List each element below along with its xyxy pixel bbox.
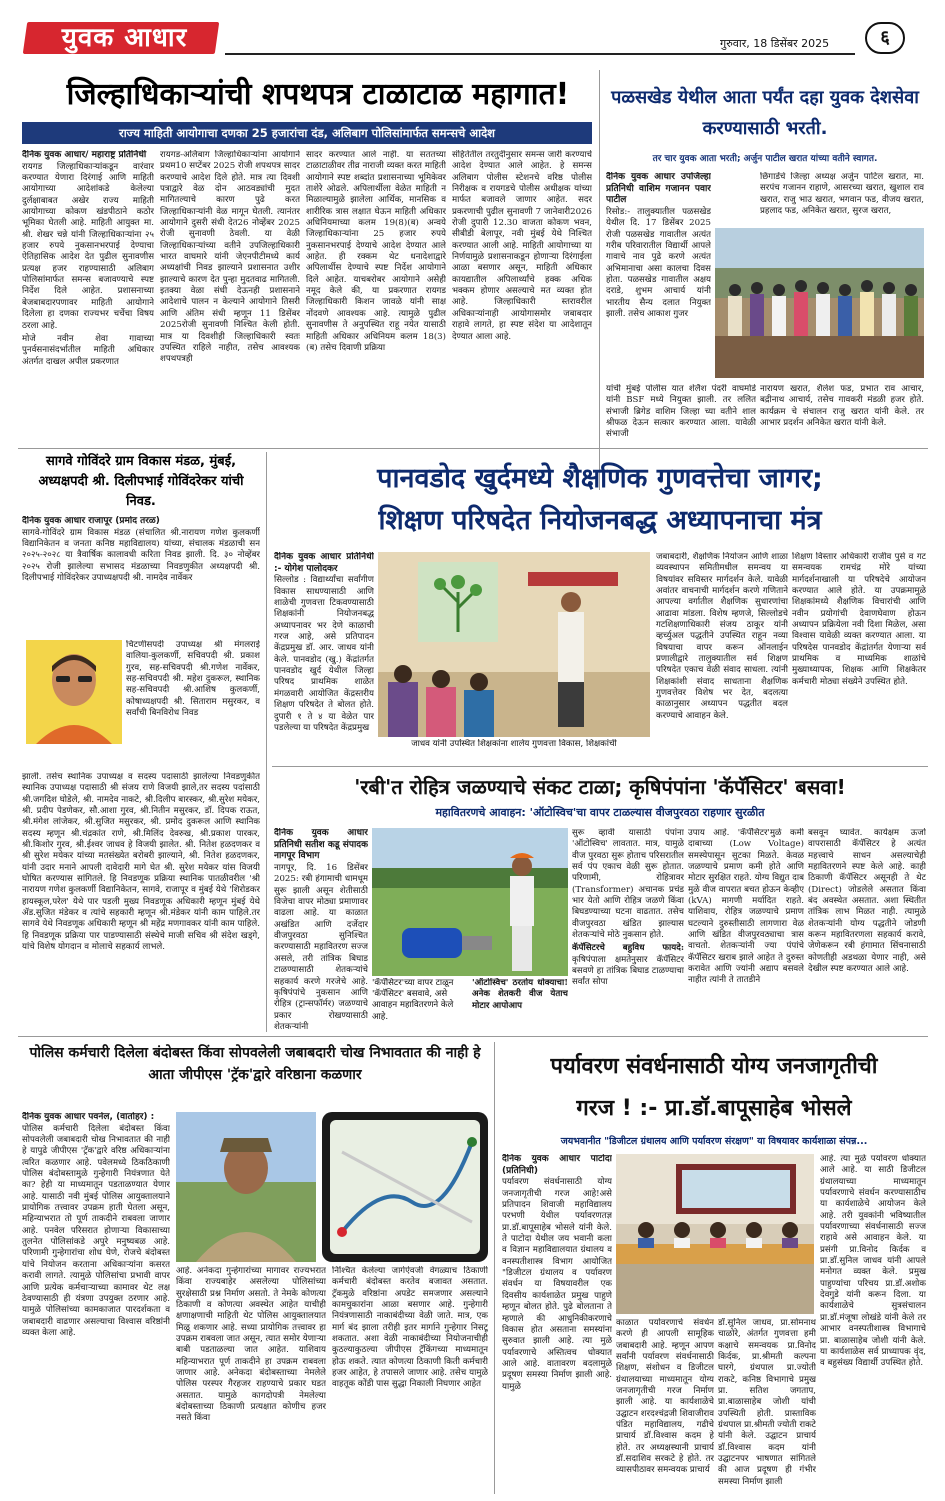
a2-body-1: रिसोड:- तालुक्यातील पळसखेड येथील दि. 17 डिसेंबर 2025 रोजी पळसखेड गावातील अत्यंत गरीब परिवारातील विद्यार्थी आपले गावाचे नाव पुढे करणे अत्यंत अभिमानाचा असा कालचा दिवस होता. पळसखेड गावातील अक्षय दराडे, शुभम आचार्य यांनी भारतीय सैन्य दलात नियुक्त झाली. तसेच आकाश गुजर xyxy=(606,207,711,320)
a7-body-1: पर्यावरण संवर्धनासाठी योग्य जनजागृतीची गरज आहे!असे प्रतिपादन शिवाजी महाविद्यालय परभणी येथील पर्यावरणतज्ञ प्रा.डॉ.बापूसाहेब भोसले यांनी केले. ते पाटोदा येथील जय भवानी कला व विज्ञान महाविद्यालयात ग्रंथालय व वनस्पतीशास्त्र विभाग आयोजित "डिजीटल ग्रंथालय व पर्यावरण संवर्धन या विषयावरील एक दिवसीय कार्यशाळेत प्रमुख पाहुणे म्हणून बोलत होते. पुढे बोलताना ते म्हणाले की आधुनिकीकरणाचे विकास होत असताना समस्यांना सुरुवात झाली आहे. त्या मुळे पर्यावरणाचे अस्तित्वच धोक्यात आले आहे. वातावरण बदलामुळे प्रदूषण समस्या निर्माण झाली आहे. यामुळे xyxy=(502,1177,612,1392)
a7-body-3: डॉ.सुनिल जाधव, प्रा.सोमनाथ चाळोरे, अंतर्गत गुणवत्ता हमी कक्षाचे समन्वयक प्रा.विनोद किर्दक, प्रा.श्रीमती कल्पना घारगे, ग्रंथपाल प्रा.ज्योती राकटे, कनिष्ठ विभागाचे प्रमुख प्रा. सतिश जगताप, प्रा.बाळासाहेब जोशी यांची उपस्थिती होती. प्रास्ताविक ग्रंथपाल प्रा.श्रीमती ज्योती राकटे यांनी केले. उद्घाटन प्राचार्य डॉ.विश्वास कदम यांनी उद्घाटनपर भाषणात सांगितले की आज प्रदूषण ही गंभीर समस्या निर्माण झाली xyxy=(718,1318,816,1487)
a5-caption-1: 'कॅपॅसिटर'च्या वापर टाळून 'कॅपॅसिटर' बसवावे, असे आवाहन महावितरणने केले आहे. xyxy=(372,978,454,1022)
a2-col1 xyxy=(606,172,711,382)
a3-portrait xyxy=(26,640,122,744)
a6-body-3: निश्चित केलेल्या जागेऐवजी वेगळ्याच ठिकाणी कर्मचारी बंदोबस्त करतेव बजावत असतात. ट्रॅकमुळे वरिष्ठांना अपडेट समजणार असल्याने कामचुकारांना आळा बसणार आहे. गुन्हेगारी नियंत्रणासाठी नाकाबंदीच्या वेळी जाते. मात्र, एक मार्ग बंद झाला तरीही इतर मार्गाने गुन्हेगार निसटू शकतात. अशा वेळी नाकाबंदीच्या नियोजनाचीही कुठल्याकुठल्या जीपीएस ट्रॅकिंगच्या माध्यमातून होऊ शकते. त्यात कोणत्या ठिकाणी किती कर्मचारी हजर आहेत, हे तपासले जाणार आहे. तसेच यामुळे वाहतूक कोंडी पास सुद्धा निकाली निघणार आहेत xyxy=(332,1266,488,1390)
a5-photo-svg xyxy=(372,828,568,976)
a7-col3 xyxy=(718,1318,816,1492)
a5-body-3: उपाय आहे. 'कॅपॅसिटर'मुळे कमी दाबाच्या (Low Voltage) समस्येपासून सुटका मिळते. केवळ जळण्याचे प्रमाण कमी होते आणि मोटार सुरक्षित राहते. योग्य विद्युत दाब मुळे वीज वापरात बचत होऊन केव्हीए (kVA) मागणी मर्यादित राहते. याशिवाय, रोहित्र जळण्याचे प्रमाण घटल्याने दुरुस्तीसाठी लागणारा वेळ आणि खंडित वीजपुरवठ्याचा त्रास वाचतो. शेतकऱ्यांनी ज्या पंपांचे कॅपॅसिटर खराब झाले आहेत ते दुरुस्त करावेत आणि ज्यांनी अद्याप बसवले नाहीत त्यांनी ते तातडीने xyxy=(688,828,804,986)
a6-col1 xyxy=(22,1112,170,1492)
a1-body-1b: मोजे नवीन शेवा गावाच्या पुनर्वसनासंदर्भातील माहिती अधिकार अंतर्गत दाखल अपील प्रकरणात xyxy=(22,333,154,367)
divider xyxy=(18,1036,928,1037)
a6-photo-officer-svg xyxy=(176,1112,316,1262)
a2-bottom1 xyxy=(606,384,756,444)
a4-headline-2: शिक्षण परिषदेत नियोजनबद्ध अध्यापनाचा मंत्र xyxy=(378,505,822,536)
a3-body-text: झाली. तसेच स्थानिक उपाध्यक्ष व सदस्य पदासाठी झालेल्या निवडणुकीत स्थानिक उपाध्यक्ष पदासाठी श्री संजय राणे विजयी झाले,तर सदस्य पदांसाठी श्री.जगदिश घोडेले, श्री. नामदेव नाकटे, श्री.दिलीप बारस्कर, श्री.सुरेश मयेकर, श्री. प्रदीप पेडणेकर, सौ.आशा गुरव, श्री.नितीन मसुरकर, डॉ. दिपक राऊत, श्री.मंगेश लांजेकर, श्री.सुजित मसुरकर, श्री. प्रमोद दुकरूल आणि स्थानिक सदस्य म्हणून श्री.चंद्रकांत राणे, श्री.मिलिंद देवरुख, श्री.प्रकाश पारकर, श्री.किशोर गुरव, श्री.ईश्वर जाधव हे विजयी झालेत. श्री. नितेश हळदणकर व श्री सुरेश मयेकर यांच्या मतसंख्येत बरोबरी झाल्याने, श्री. नितेश हळदणकर, यांनी उदार मनाने आपली दावेदारी मागे घेत श्री. सुरेश मयेकर यांस विजयी घोषित करण्यास सांगितले. हि निवडणूक प्रक्रिया स्थानिक पातळीवरील 'श्री नारायण गणेश कुलकर्णी विद्यानिकेतन, सागवे, राजापूर व मुंबई येथे 'शिरोडकर हायस्कूल,परेल' येथे पार पडली मुख्य निवडणूक अधिकारी म्हणून मुंबई येथे ॲड.सुजित मंडेकर व त्यांचे सहकारी म्हणून श्री.मंडेकर यांनी काम पाहिले.तर सागवे येथे निवडणूक अधिकारी म्हणून श्री महेंद्र मणगावकर यांनी काम पाहिले. हि निवडणूक प्रक्रिया पार पाडण्यासाठी संस्थेचे माजी सचिव श्री संदेश खड्गे, यांचे विशेष योगदान व मोलाचे सहकार्य लाभले. xyxy=(22,772,260,953)
registration-strip xyxy=(22,1490,928,1498)
a5-photo-pump xyxy=(372,828,568,976)
a2-body-2: छिंगाडेंचे जिल्हा अध्यक्ष अर्जुन पाटिल खरात, मा. सरपंच गजानन राहाणे, आसरच्या खरात, खुशाल राव खरात, राजु भाउ खरात, भगवान फड, वीजय खरात, प्रहलाद फड, अनिकेत खरात, सुरज खरात, xyxy=(760,172,924,217)
a3-portrait-svg xyxy=(26,640,122,744)
a7-body-4: आहे. त्या मुळे पर्यावरण धोक्यात आले आहे. या साठी डिजीटल ग्रंथालयाच्या माध्यमातून पर्यावरणाचे संवर्धन करण्यासाठीच या कार्यशाळेचे आयोजन केले आहे. तरी युवकांनी भविष्यातील पर्यावरणाच्या संवर्धनासाठी सज्ज राहावे असे आवाहन केले. या प्रसंगी प्रा.विनोद किर्दक व प्रा.डॉ.सुनिल जाधव यांनी आपले मनोगत व्यक्त केले. प्रमुख पाहुण्यांचा परिचय प्रा.डॉ.अशोक देवगुडे यांनी करून दिला. या कार्यशाळेचे सुत्रसंचालन प्रा.डॉ.मंजूषा लोखंडे यांनी केले तर आभार वनस्पतीशास्त्र विभागाचे प्रा. बाळासाहेब जोशी यांनी केले. या कार्यशाळेस सर्व प्राध्यापक वृंद, व बहुसंख्य विद्यार्थी उपस्थित होते. xyxy=(820,1154,926,1369)
a7-body-2: काळात पर्यावरणाचे संवर्धन करणे ही आपली सामूहिक जबाबदारी आहे. म्हणून आपण सर्वांनी पर्यावरण संवर्धनासाठी शिक्षण, संशोधन व डिजीटल ग्रंथालयाच्या माध्यमातून योग्य जनजागृतीची गरज निर्माण झाली आहे. या कार्यशाळेचे उद्घाटन शरदश्चंद्रजी शिवाजीराव पंडित महाविद्यालय, गढीचे प्राचार्य डॉ.विश्वास कदम हे होते. तर अध्यक्षस्थानी प्राचार्य डॉ.सदाशिव सरकटे हे होते. तर व्यासपीठावर समन्वयक प्राचार्य xyxy=(616,1318,714,1476)
a5-caption-2 xyxy=(472,978,568,1033)
a7-photo-svg xyxy=(616,1154,814,1314)
a2-dateline: दैनिक युवक आधार उपजिल्हा प्रतिनिधी वाशिम गजानन पवार पाटील xyxy=(606,172,711,206)
a2-photo-svg xyxy=(715,228,924,378)
a6-photo-map xyxy=(322,1112,488,1262)
a2-photo-recruits xyxy=(715,228,924,378)
a3-side xyxy=(126,640,260,770)
a4-dateline: दैनिक युवक आधार प्रतिनिधी :- योगेश पालोदकर xyxy=(274,552,374,574)
a4-body-1: सिल्लोड : विद्यार्थ्यांचा सर्वांगीण विकास साधण्यासाठी आणि शाळेची गुणवत्ता टिकवण्यासाठी शिक्षकांनी नियोजनबद्ध अध्यापनावर भर देणे काळाची गरज आहे, असे प्रतिपादन केंद्रप्रमुख डॉ. आर. जाधव यांनी केले. पानवडोद (खु.) केंद्रांतर्गत पानवडोद खुर्द येथील जिल्हा परिषद प्राथमिक शाळेत मंगळवारी आयोजित केंद्रस्तरीय शिक्षण परिषदेत ते बोलत होते. दुपारी १ ते ४ या वेळेत पार पडलेल्या या परिषदेत केंद्रप्रमुख xyxy=(274,575,374,733)
a6-dateline: दैनिक युवक आधार पवनेल, (वार्ताहर) : xyxy=(22,1112,155,1122)
a1-body-4: संहितेतील तरतुदीनुसार समन्स जारी करण्याचे आदेश देण्यात आले आहेत. हे समन्स अलिबाग पोलीस स्टेशनचे वरिष्ठ पोलीस निरीक्षक व रायगडचे पोलीस अधीक्षक यांच्या मार्फत बजावले जाणार आहेत. सदर प्रकरणाची पुढील सुनावणी 7 जानेवारी2026 रोजी दुपारी 12.30 वाजता कोकण भवन, सीबीडी बेलापूर, नवी मुंबई येथे निश्चित करण्यात आली आहे. माहिती आयोगाच्या या निर्णयामुळे प्रशासनाकडून होणाऱ्या दिरंगाईला आळा बसणार असून, माहिती अधिकार कायद्यातील अपिलार्थ्यांचे हक्क अधिक भक्कम होणार असल्याचे मत व्यक्त होत आहे. जिल्हाधिकारी स्तरावरील अधिकाऱ्यांनाही आयोगासमोर जबाबदार राहावे लागते, हा स्पष्ट संदेश या आदेशातून देण्यात आला आहे. xyxy=(452,150,592,342)
masthead-bar xyxy=(0,0,945,62)
a1-body-3: सादर करण्यात आले नाही. या सततच्या टाळाटाळीवर तीव्र नाराजी व्यक्त करत माहिती आयोगाने स्पष्ट शब्दांत प्रशासनाच्या भूमिकेवर ताशेरे ओढले. अपिलार्थीला वेळेत माहिती न मिळाल्यामुळे झालेला आर्थिक, मानसिक व शारीरिक त्रास लक्षात घेऊन माहिती अधिकार अधिनियमाच्या कलम 19(8)(ब) अन्वये जिल्हाधिकाऱ्यांना 25 हजार रुपये नुकसानभरपाई देण्याचे आदेश देण्यात आले आहेत. ही रक्कम थेट धनादेशाद्वारे अपिलार्थीस देण्याचे स्पष्ट निर्देश आयोगाने दिले आहेत. याचबरोबर आयोगाने असेही नमूद केले की, या प्रकरणात रायगड जिल्हाधिकारी किशन जावळे यांनी साक्ष नोंदवणे आवश्यक आहे. त्यामुळे पुढील सुनावणीस ते अनुपस्थित राहू नयेत यासाठी माहिती अधिकार अधिनियम कलम 18(3)(ब) तसेच दिवाणी प्रक्रिया xyxy=(306,150,446,353)
divider xyxy=(18,448,928,449)
a5-body-4: बसवून घ्यावेत. कार्यक्षम ऊर्जा वापरासाठी कॅपॅसिटर हे अत्यंत महत्त्वाचे साधन असल्याचेही महावितरणने स्पष्ट केले आहे. काही ठिकाणी कॅपॅसिटर असूनही ते थेट (Direct) जोडलेले असतात किंवा बंद अवस्थेत असतात. अशा स्थितीत तांत्रिक लाभ मिळत नाही. त्यामुळे शेतकऱ्यांनी योग्य पद्धतीने जोडणी करून महावितरणला सहकार्य करावे, जेणेकरून रबी हंगामात सिंचनासाठी कोणतीही अडथळा येणार नाही, असे देखील स्पष्ट करण्यात आले आहे. xyxy=(808,828,926,975)
a6-col3 xyxy=(332,1266,488,1492)
a3-body xyxy=(22,772,260,1028)
a7-col2 xyxy=(616,1318,714,1492)
issue-date: गुरुवार, 18 डिसेंबर 2025 xyxy=(720,37,830,50)
a4-body-3: शिक्षण विस्तार अधिकारी राजीव पुसे व गट समन्वयक रामचंद्र मोरे यांच्या मार्गदर्शनाखाली या परिषदेचे आयोजन करण्यात आले होते. या उपक्रमामुळे शिक्षकांमध्ये शैक्षणिक विचारांची आणि नवीन प्रयोगांची देवाणघेवाण होऊन अध्यापन प्रक्रियेला नवी दिशा मिळेल, असा विश्वास यावेळी व्यक्त करण्यात आला. या परिषदेस पानवडोद केंद्रांतर्गत येणाऱ्या सर्व प्राथमिक व माध्यमिक शाळांचे मुख्याध्यापक, शिक्षक आणि शिक्षकेतर कर्मचारी मोठ्या संख्येने उपस्थित होते. xyxy=(792,552,926,687)
a2-body-3: यांची मुंबई पोलीस यात शेलैश पंदरी वाघमोडे यांनी BSF मध्ये नियुक्त झाली. तर ललित संभाजी ब्रिगेड वाशिम जिल्हा च्या वतीने शाल श्रीफळ देऊन सत्कार करण्यात आला. यावेळी संभाजी xyxy=(606,384,756,440)
a5-body-2b: कृषिपंपाला क्षमतेनुसार कॅपॅसिटर बसवणे हा तांत्रिक बिघाड टाळण्याचा सर्वांत सोपा xyxy=(572,954,684,988)
a5-col1 xyxy=(274,828,368,1033)
a3-intro-text: सागवे-गोविंदरे ग्राम विकास मंडळ (संचालित श्री.नारायण गणेश कुलकर्णी विद्यानिकेतन व जनता कनिष्ठ महाविद्यालय) यांच्या, संचालक मंडळाची सन २०२५-२०२८ या त्रैवार्षिक कालावधी करिता निवड झाली. दि. ३० नोव्हेंबर २०२५ रोजी झालेल्या सभासद मंडळाच्या निवडणुकीत अध्यक्षपदी श्री. दिलीपभाई गोविंदरेकर उपाध्यक्षपदी श्री. नामदेव नार्वेकर xyxy=(22,527,260,584)
a3-side-text: चिटणीसपदी उपाध्यक्ष श्री मंगलराई वालिया-कुलकर्णी, सचिवपदी श्री. प्रकाश गुरव, सह-सचिवपदी श्री.गणेश नार्वेकर, सह-सचिवपदी श्री. महेश दुकरूल, स्थानिक सह-सचिवपदी श्री.आशिष कुलकर्णी, कोषाध्यक्षपदी श्री. सिताराम मसुरकर, व सर्वांची बिनविरोध निवड xyxy=(126,640,260,719)
a7-col1 xyxy=(502,1154,612,1492)
a1-col4 xyxy=(452,150,592,485)
masthead-title: युवक आधार xyxy=(61,23,188,53)
a1-col2 xyxy=(160,150,300,485)
a6-col2 xyxy=(176,1266,326,1492)
page-number: ६ xyxy=(865,22,905,54)
a5-headline: 'रबी'त रोहित्र जळण्याचे संकट टाळा; कृषिपंपांना 'कॅपॅसिटर' बसवा! xyxy=(354,775,846,799)
a5-capacitor-head: कॅपॅसिटरचे बहुविध फायदे: xyxy=(572,943,684,954)
a4-headline-1: पानवडोद खुर्दमध्ये शैक्षणिक गुणवत्तेचा जागर; xyxy=(377,463,823,494)
a1-body-1: रायगड जिल्हाधिकाऱ्यांकडून वारंवार करण्यात येणारा दिरंगाई आणि माहिती आयोगाच्या आदेशांकडे केलेल्या दुर्लक्षाबाबत अखेर राज्य माहिती आयोगाच्या कोकण खंडपीठाने कठोर भूमिका घेतली आहे. माहिती आयुक्त मा. श्री. शेखर चन्ने यांनी जिल्हाधिकाऱ्यांना २५ हजार रुपये नुकसानभरपाई देण्याचा ऐतिहासिक आदेश देत पुढील सुनावणीस प्रत्यक्ष हजर राहण्यासाठी अलिबाग पोलिसांमार्फत समन्स बजावण्याचे स्पष्ट निर्देश दिले आहेत. प्रशासनाच्या बेजबाबदारपणावर माहिती आयोगाने दिलेला हा दणका राज्यभर चर्चेचा विषय ठरला आहे. xyxy=(22,161,154,331)
a5-body-2: सुरू व्हावी यासाठी पंपांना 'ऑटोस्विच' लावतात. मात्र, यामुळे वीज पुरवठा सुरू होताच परिसरातील सर्व पंप एकाच वेळी सुरू होतात. परिणामी, रोहित्रावर (Transformer) अचानक प्रचंड भार येतो आणि रोहित्र जळणे किंवा बिघडण्याच्या घटना वाढतात. तसेच वीजपुरवठा खंडित झाल्यास शेतकऱ्यांचे मोठे नुकसान होते. xyxy=(572,828,684,941)
divider xyxy=(266,452,267,1032)
a7-col4 xyxy=(820,1154,926,1492)
a7-headline-2: गरज ! :- प्रा.डॉ.बापूसाहेब भोसले xyxy=(576,1096,852,1121)
a7-dateline: दैनिक युवक आधार पाटोदा (प्रतिनिधी) xyxy=(502,1154,612,1176)
a5-col3 xyxy=(688,828,804,1033)
a5-subhead: महावितरणचे आवाहन: 'ऑटोस्विच'चा वापर टाळल्यास वीजपुरवठा राहणार सुरळीत xyxy=(435,806,765,819)
a2-headline: पळसखेड येथील आता पर्यंत दहा युवक देशसेवा करण्यासाठी भरती. xyxy=(611,87,919,139)
a2-col2 xyxy=(760,172,924,226)
a6-body-1: पोलिस कर्मचारी दिलेला बंदोबस्त किंवा सोपवलेली जबाबदारी चोख निभावतात की नाही हे यापुढे जीपीएस 'ट्रॅक'द्वारे वरिष्ठ अधिकाऱ्यांना त्वरित कळणार आहे. पवेलमध्ये ठिकठिकाणी पोलिस बंदोबस्तामुळे गुन्हेगारी नियंत्रणात येते का? हेही या माध्यमातून पडताळण्यात येणार आहे. यासाठी नवी मुंबई पोलिस आयुक्तालयाने प्रायोगिक तत्त्वावर उपक्रम हाती घेतला असून, महिन्याभरात तो पूर्ण ताकदीने राबवला जाणार आहे. पनवेल परिसरात होणाऱ्या विकासाच्या तुलनेत पोलिसांकडे अपुरे मनुष्यबळ आहे. परिणामी गुन्हेगारांचा शोध घेणे, रोजचे बंदोबस्त यांचे नियोजन करताना अधिकाऱ्यांना कसरत करावी लागते. त्यामुळे पोलिसांचा प्रभावी वापर आणि प्रत्येक कर्मचाऱ्याच्या कामावर थेट लक्ष ठेवण्यासाठी ही यंत्रणा उपयुक्त ठरणार आहे. यामुळे पोलिसांच्या कामकाजात पारदर्शकता व जबाबदारी वाढणार असल्याचा विश्वास वरिष्ठांनी व्यक्त केला आहे. xyxy=(22,1123,170,1338)
a4-photo-conference xyxy=(378,552,650,737)
a4-col2 xyxy=(656,552,788,762)
registration-strip-svg xyxy=(22,1497,928,1498)
a3-headline: सागवे गोविंदरे ग्राम विकास मंडळ, मुंबई, अध्यक्षपदी श्री. दिलीपभाई गोविंदरेकर यांची निवड. xyxy=(38,454,244,509)
a4-body-2: जबाबदारी, शैक्षणिक नियोजन आणि शाळा व्यवस्थापन समितीमधील समन्वय या विषयांवर सविस्तर मार्गदर्शन केले. यावेळी अवांतर वाचनाची मार्गदर्शन करणे गणिताने आपल्या वर्गातील शैक्षणिक सुधारणांचा आढावा मांडला. विशेष म्हणजे, सिल्लोडचे गटशिक्षणाधिकारी संजय ठाकूर यांनी व्हर्च्युअल पद्धतीने उपस्थित राहून नव्या विषयाचा वापर करून ऑनलाईन प्रणालीद्वारे तालुक्यातील सर्व शिक्षण परिषदेत एकाच वेळी संवाद साधला. त्यांनी शिक्षकांशी संवाद साधताना शैक्षणिक गुणवत्तेवर विशेष भर देत, बदलत्या काळानुसार अध्यापन पद्धतीत बदल करण्याचे आवाहन केले. xyxy=(656,552,788,721)
a5-caption-2-text: 'ऑटोस्विच' ठरतोय धोक्याचा! अनेक शेतकरी वीज येताच मोटार आपोआप xyxy=(472,978,568,1011)
a6-headline: पोलिस कर्मचारी दिलेला बंदोबस्त किंवा सोपवलेली जबाबदारी चोख निभावतात की नाही हे आता जीपीएस 'ट्रॅक'द्वारे वरिष्ठाना कळणार xyxy=(29,1045,481,1083)
a4-photo-svg xyxy=(378,552,650,737)
a1-dateline: दैनिक युवक आधार/ महाराष्ट्र प्रतिनिधी xyxy=(22,150,147,160)
a1-col3 xyxy=(306,150,446,485)
a5-body-1: नागपूर, दि. 16 डिसेंबर 2025: रबी हंगामाची धामधूम सुरू झाली असून शेतीसाठी विजेचा वापर मोठ्या प्रमाणावर वाढला आहे. या काळात अखंडित आणि दर्जेदार वीजपुरवठा सुनिश्चित करण्यासाठी महावितरण सज्ज असले, तरी तांत्रिक बिघाड टाळण्यासाठी शेतकऱ्यांचे सहकार्य करणे गरजेचे आहे. कृषिपंपांचे नुकसान आणि रोहित्र (ट्रान्सफॉर्मर) जळण्याचे प्रकार रोखण्यासाठी शेतकऱ्यांनी xyxy=(274,863,368,1032)
a1-col1 xyxy=(22,150,154,485)
a1-headline: जिल्हाधिकाऱ्यांची शपथपत्र टाळाटाळ महागात! xyxy=(66,77,570,112)
a1-subhead: राज्य माहिती आयोगाचा दणका 25 हजारांचा दंड, अलिबाग पोलिसांमार्फत समन्सचे आदेश xyxy=(22,122,592,144)
divider xyxy=(494,1042,495,1494)
a6-body-2: आहे. अनेकदा गुन्हेगारांच्या मागावर राज्यभरात किंवा राज्यबाहेर असलेल्या पोलिसांच्या सुरक्षेसाठी प्रश्न निर्माण असतो. ते नेमके कोणत्या ठिकाणी व कोणत्या अवस्थेत आहेत याचीही क्षणाक्षणाची माहिती थेट पोलिस आयुक्तालयात मिळू शकणार आहे. सध्या प्रायोगिक तत्त्वावर हा उपक्रम राबवला जात असून, त्यात समोर येणाऱ्या बाबी पडताळल्या जात आहेत. याशिवाय महिन्याभरात पूर्ण ताकदीने हा उपक्रम राबवला जाणार आहे. अनेकदा बंदोबस्ताच्या नेमलेले पोलिस परस्पर गैरहजर राहण्याचे प्रकार घडत असतात. यामुळे कागदोपत्री नेमलेल्या बंदोबस्ताच्या ठिकाणी प्रत्यक्षात कोणीच हजर नसते किंवा xyxy=(176,1266,326,1424)
a1-body-2: रायगड-अलिबाग जिल्हाधिकाऱ्यांना आयोगाने प्रथम10 सप्टेंबर 2025 रोजी शपथपत्र सादर करण्याचे आदेश दिले होते. मात्र त्या दिवशी पत्राद्वारे वेळ दोन आठवड्यांची मुदत मागितल्याचे कारण पुढे करत जिल्हाधिकाऱ्यांनी वेळ मागून घेतली. त्यानंतर आयोगाने दुसरी संधी देत26 नोव्हेंबर 2025 रोजी सुनावणी ठेवली. या वेळी जिल्हाधिकाऱ्यांच्या वतीने उपजिल्हाधिकारी भारत वाघमारे यांनी जेएनपीटीमध्ये कार्य अध्यक्षांची निवड झाल्याने प्रशासनात उशीर झाल्याचे कारण देत पुन्हा मुदतवाढ मागितली. इतक्या वेळा संधी देऊनही प्रशासनाने आदेशाचे पालन न केल्याने आयोगाने तिसरी आणि अंतिम संधी म्हणून 11 डिसेंबर 2025रोजी सुनावणी निश्चित केली होती. मात्र या दिवशीही जिल्हाधिकारी स्वतः उपस्थित राहिले नाहीत, तसेच आवश्यक शपथपत्रही xyxy=(160,150,300,365)
a4-col1 xyxy=(274,552,374,762)
a2-body-4: नारायण खरात, शैलेश फड, प्रभात राव आचार, बद्रीनाथ आचार्य, तसेच गावकरी मंडळी हजर होते. कार्यक्रम चे संचालन राजु खरात यांनी केले. तर आभार प्रदर्शन अनिकेत खरात यांनी केले. xyxy=(760,384,924,429)
a6-photo-map-svg xyxy=(322,1112,488,1262)
a7-photo-workshop xyxy=(616,1154,814,1314)
a5-col2 xyxy=(572,828,684,1033)
header-rule xyxy=(225,53,855,55)
divider xyxy=(272,766,928,767)
a7-subhead: जयभवानीत "डिजीटल ग्रंथालय आणि पर्यावरण संरक्षण" या विषयावर कार्यशाळा संपन्न... xyxy=(560,1136,868,1147)
a3-dateline: दैनिक युवक आधार राजापूर (प्रमोद तरळ) xyxy=(22,516,160,526)
a2-subhead: तर चार युवक आता भरती; अर्जुन पाटील खरात यांच्या वतीने स्वागत. xyxy=(652,154,878,164)
a4-col3 xyxy=(792,552,926,762)
a3-intro xyxy=(22,516,260,636)
a6-photo-officer xyxy=(176,1112,316,1262)
a5-dateline: दैनिक युवक आधार प्रतिनिधी सतीश कडू संपादक नागपूर विभाग xyxy=(274,828,368,862)
a2-bottom2 xyxy=(760,384,924,444)
a5-col4 xyxy=(808,828,926,1033)
a4-caption: जाधव यांनी उपस्थित शिक्षकांना शालेय गुणवत्ता विकास, शिक्षकांची xyxy=(411,739,617,749)
divider xyxy=(599,70,600,490)
a7-headline-1: पर्यावरण संवर्धनासाठी योग्य जनजागृतीची xyxy=(550,1054,878,1079)
